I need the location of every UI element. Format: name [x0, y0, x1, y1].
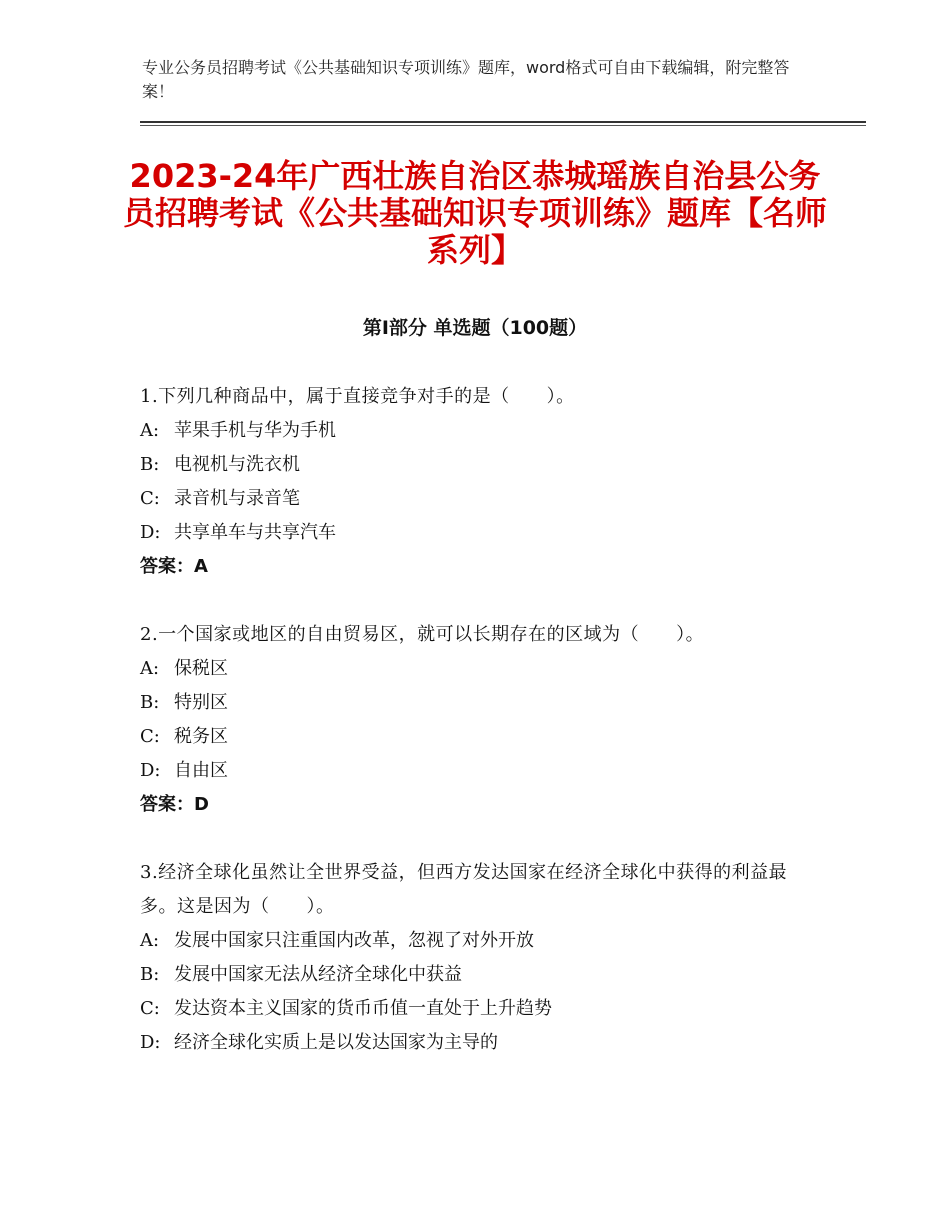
option-text: 发展中国家只注重国内改革，忽视了对外开放: [174, 930, 534, 951]
option-a: [140, 924, 820, 958]
option-key: B:: [140, 454, 160, 475]
header-divider-thick: [140, 121, 866, 123]
option-text: 保税区: [174, 658, 228, 679]
option-a: [140, 414, 820, 448]
option-text: 特别区: [174, 692, 228, 713]
option-b: [140, 686, 820, 720]
option-d: [140, 754, 820, 788]
question-2: [140, 618, 820, 822]
question-list: [140, 380, 820, 1094]
option-text: 共享单车与共享汽车: [174, 522, 336, 543]
question-stem: 2.一个国家或地区的自由贸易区，就可以长期存在的区域为（ ）。: [140, 624, 705, 645]
option-b: [140, 958, 820, 992]
option-c: [140, 992, 820, 1026]
option-key: D:: [140, 760, 161, 781]
option-c: [140, 482, 820, 516]
answer-line: 答案：A: [140, 556, 208, 577]
option-key: B:: [140, 964, 160, 985]
option-text: 经济全球化实质上是以发达国家为主导的: [174, 1032, 498, 1053]
option-d: [140, 1026, 820, 1060]
option-key: D:: [140, 522, 161, 543]
question-3: [140, 856, 820, 1060]
option-key: C:: [140, 998, 160, 1019]
option-text: 税务区: [174, 726, 228, 747]
option-key: A:: [140, 420, 160, 441]
option-c: [140, 720, 820, 754]
question-stem: 1.下列几种商品中，属于直接竞争对手的是（ ）。: [140, 386, 575, 407]
option-text: 录音机与录音笔: [174, 488, 300, 509]
option-text: 自由区: [174, 760, 228, 781]
option-text: 发达资本主义国家的货币币值一直处于上升趋势: [174, 998, 552, 1019]
option-b: [140, 448, 820, 482]
option-text: 苹果手机与华为手机: [174, 420, 336, 441]
section-heading: 第Ⅰ部分 单选题（100题）: [362, 317, 588, 339]
document-title: 2023-24年广西壮族自治区恭城瑶族自治县公务员招聘考试《公共基础知识专项训练》题库【名师系列】: [122, 157, 827, 269]
option-text: 发展中国家无法从经济全球化中获益: [174, 964, 462, 985]
option-key: A:: [140, 658, 160, 679]
option-key: A:: [140, 930, 160, 951]
option-d: [140, 516, 820, 550]
option-key: C:: [140, 726, 160, 747]
answer-line: 答案：D: [140, 794, 209, 815]
header-note: 专业公务员招聘考试《公共基础知识专项训练》题库，word格式可自由下载编辑，附完整答案！: [142, 58, 790, 101]
header-divider-thin: [140, 125, 866, 126]
question-1: [140, 380, 820, 584]
option-text: 电视机与洗衣机: [174, 454, 300, 475]
option-a: [140, 652, 820, 686]
question-stem: 3.经济全球化虽然让全世界受益，但西方发达国家在经济全球化中获得的利益最多。这是因为（ ）。: [140, 862, 788, 917]
option-key: B:: [140, 692, 160, 713]
option-key: C:: [140, 488, 160, 509]
option-key: D:: [140, 1032, 161, 1053]
